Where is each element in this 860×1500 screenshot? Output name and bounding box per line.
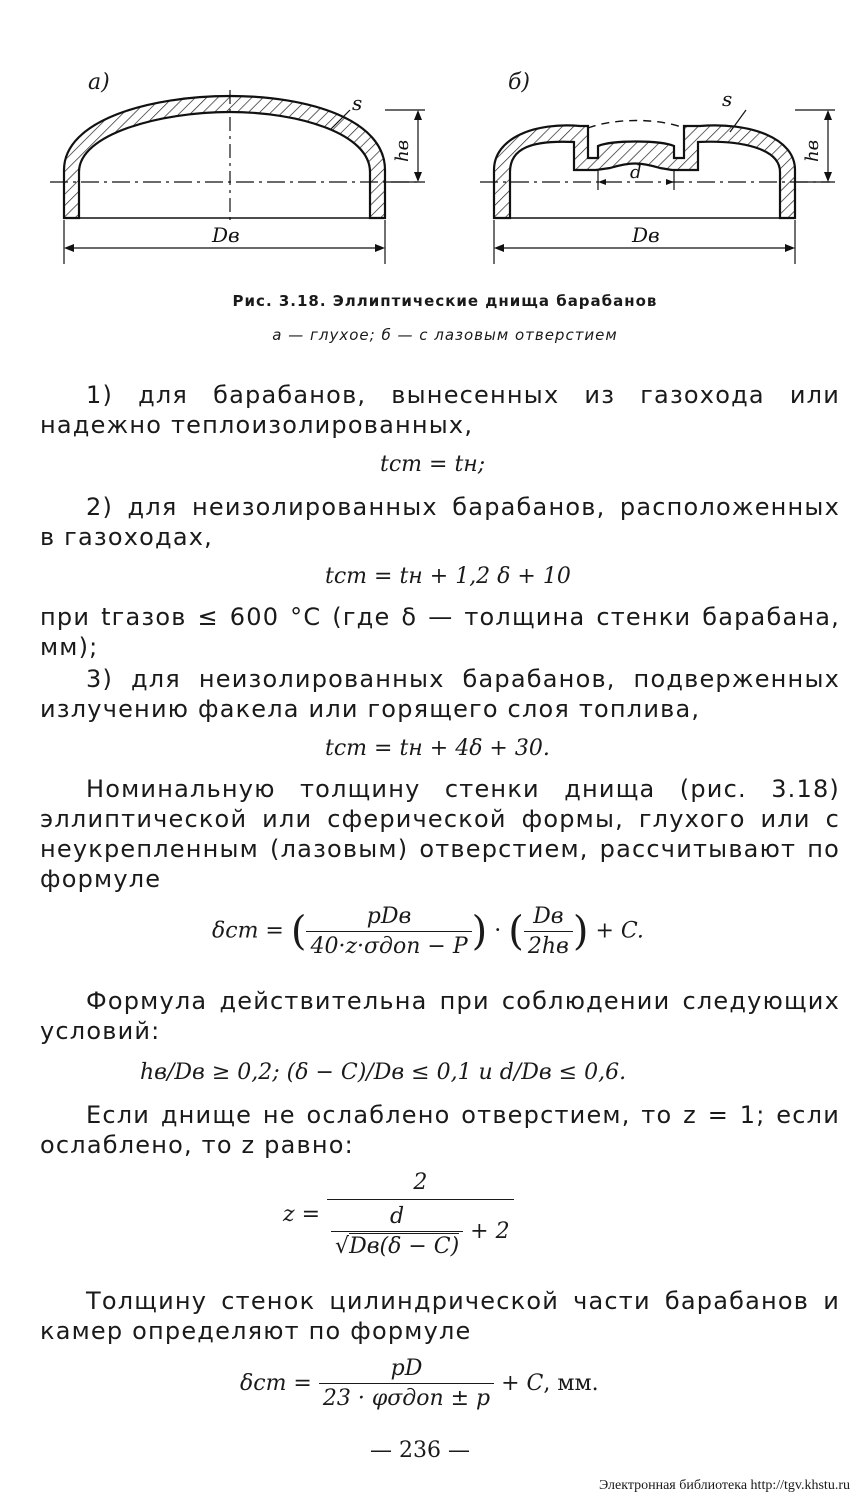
diameter-label-b: Dв: [632, 223, 660, 247]
formula-7-den: 23 · φσдоп ± p: [322, 1386, 491, 1411]
figure-caption-title: Рис. 3.18. Эллиптические днища барабанов: [232, 292, 658, 310]
figure-label-b: б): [508, 70, 531, 95]
formula-7-num: pD: [319, 1356, 494, 1384]
hole-diameter-label: d: [630, 162, 642, 183]
height-label-b: hв: [802, 139, 823, 162]
paragraph-2: 2) для неизолированных барабанов, расположенных в газоходах,: [40, 493, 840, 551]
formula-4-den1: 40·z·σдоп − P: [310, 934, 468, 959]
paragraph-3: при tгазов ≤ 600 °С (где δ — толщина стенки барабана, мм);: [40, 603, 840, 661]
thickness-label-a: s: [352, 91, 363, 115]
thickness-label-b: s: [722, 87, 733, 111]
formula-3: tст = tн + 4δ + 30.: [325, 736, 550, 761]
paragraph-4: 3) для неизолированных барабанов, подверженных излучению факела или горящего слоя топлива,: [40, 665, 840, 723]
formula-6-plus: + 2: [470, 1219, 510, 1244]
drum-heads-drawing: [40, 60, 840, 280]
formula-4: δст = ( $\frac{\text{pDв}}{\text{40·z·σдоп − P}}$ ) · ( $\frac{Dв}{2hв}$ ) + C.: [212, 904, 644, 959]
formula-6-inner-den: Dв(δ − C): [349, 1234, 460, 1259]
diameter-label-a: Dв: [212, 223, 240, 247]
paragraph-5: Номинальную толщину стенки днища (рис. 3.18) эллиптической или сферической формы, глухого или с неукрепленным (лазовым) отверстием, рассчитывают по формуле: [40, 775, 840, 893]
height-label-a: hв: [392, 139, 413, 162]
formula-6-num: 2: [327, 1170, 514, 1200]
figure-label-a: а): [88, 70, 110, 95]
formula-4-lhs: δст =: [212, 918, 284, 944]
formula-4-num1: pDв: [306, 904, 471, 932]
formula-7-tail: + C: [501, 1371, 544, 1396]
formula-7: [240, 1356, 599, 1411]
page-number: — 236 —: [370, 1438, 470, 1463]
paragraph-7: Если днище не ослаблено отверстием, то z = 1; если ослаблено, то z равно:: [40, 1101, 840, 1159]
figure-caption-subtitle: а — глухое; б — с лазовым отверстием: [272, 326, 618, 344]
formula-4-tail: + C.: [595, 918, 644, 944]
formula-4-num2: Dв: [524, 904, 573, 932]
formula-2: tст = tн + 1,2 δ + 10: [325, 564, 571, 589]
formula-7-lhs: δст =: [240, 1371, 312, 1396]
formula-6-inner-num: d: [331, 1204, 463, 1232]
blind-head-drawing: [50, 90, 425, 264]
paragraph-8: Толщину стенок цилиндрической части барабанов и камер определяют по формуле: [40, 1287, 840, 1345]
formula-5: hв/Dв ≥ 0,2; (δ − C)/Dв ≤ 0,1 и d/Dв ≤ 0,6.: [140, 1060, 627, 1085]
formula-6-lhs: z =: [283, 1202, 321, 1227]
formula-4-den2: 2hв: [527, 934, 569, 959]
paragraph-1: 1) для барабанов, вынесенных из газохода или надежно теплоизолированных,: [40, 381, 840, 439]
library-footer: Электронная библиотека http://tgv.khstu.ru: [598, 1478, 850, 1493]
paragraph-6: Формула действительна при соблюдении следующих условий:: [40, 987, 840, 1045]
figure-3-18: [40, 60, 840, 280]
formula-1: tст = tн;: [380, 452, 486, 477]
manhole-head-drawing: [480, 87, 835, 264]
formula-6: z = 2 $\frac{d}{√Dв(\delta - C)}$ + 2: [283, 1170, 514, 1259]
formula-7-unit: , мм.: [543, 1371, 599, 1396]
